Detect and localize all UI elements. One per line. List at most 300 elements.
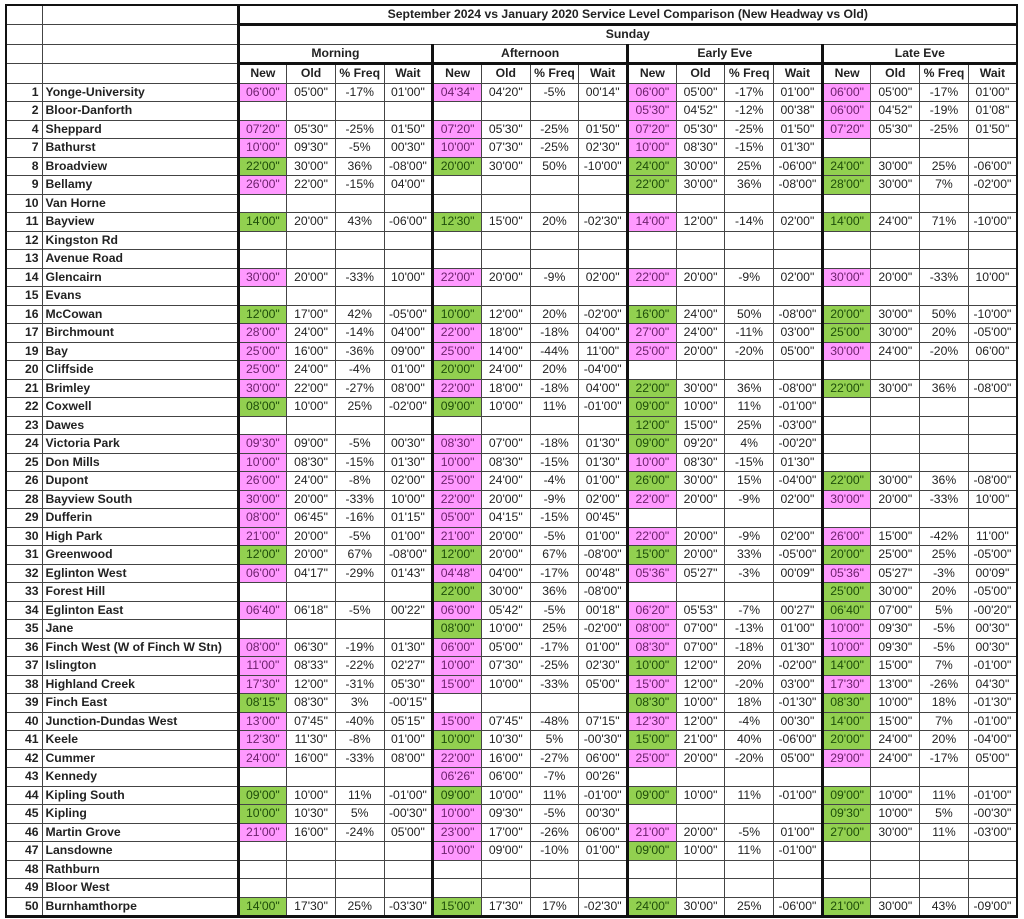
route-name: Jane <box>42 620 238 639</box>
pct-freq: 5% <box>920 805 969 824</box>
new-headway: 09'00" <box>628 435 677 454</box>
old-headway <box>481 860 530 879</box>
new-headway: 28'00" <box>822 176 871 195</box>
old-headway: 15'00" <box>481 213 530 232</box>
new-headway <box>822 398 871 417</box>
old-headway: 30'00" <box>676 157 725 176</box>
pct-freq: 11% <box>920 786 969 805</box>
old-headway <box>871 842 920 861</box>
wait-change: 04'00" <box>579 324 628 343</box>
wait-change: -00'20" <box>774 435 823 454</box>
old-headway <box>481 194 530 213</box>
old-headway <box>871 416 920 435</box>
old-headway: 12'00" <box>676 675 725 694</box>
wait-change: 00'09" <box>968 564 1017 583</box>
pct-freq: -5% <box>530 83 579 102</box>
pct-freq: 25% <box>335 897 384 917</box>
new-headway: 25'00" <box>822 583 871 602</box>
new-headway <box>238 879 287 898</box>
pct-freq: -12% <box>725 102 774 121</box>
pct-freq: -25% <box>530 657 579 676</box>
column-header-old: Old <box>871 64 920 84</box>
old-headway: 24'00" <box>871 731 920 750</box>
wait-change: 06'00" <box>579 823 628 842</box>
new-headway <box>238 768 287 787</box>
old-headway: 12'00" <box>676 657 725 676</box>
route-name: Dupont <box>42 472 238 491</box>
old-headway <box>287 416 336 435</box>
new-headway: 12'00" <box>238 305 287 324</box>
pct-freq: -27% <box>335 379 384 398</box>
wait-change: 02'00" <box>579 268 628 287</box>
pct-freq: -9% <box>725 490 774 509</box>
pct-freq: -25% <box>530 120 579 139</box>
pct-freq <box>920 768 969 787</box>
corner-cell <box>42 5 238 25</box>
pct-freq: 42% <box>335 305 384 324</box>
old-headway <box>287 194 336 213</box>
pct-freq: -33% <box>920 490 969 509</box>
old-headway: 07'00" <box>676 620 725 639</box>
pct-freq: 20% <box>920 583 969 602</box>
new-headway <box>238 860 287 879</box>
wait-change <box>774 583 823 602</box>
old-headway <box>871 139 920 158</box>
new-headway <box>238 231 287 250</box>
new-headway: 07'20" <box>628 120 677 139</box>
pct-freq <box>725 194 774 213</box>
old-headway: 30'00" <box>481 157 530 176</box>
old-headway: 06'18" <box>287 601 336 620</box>
old-headway: 10'00" <box>676 694 725 713</box>
new-headway: 14'00" <box>822 213 871 232</box>
old-headway: 12'00" <box>676 213 725 232</box>
old-headway: 04'00" <box>481 564 530 583</box>
old-headway <box>871 287 920 306</box>
old-headway: 09'30" <box>871 620 920 639</box>
route-number: 19 <box>6 342 42 361</box>
old-headway: 07'30" <box>481 657 530 676</box>
wait-change: -02'00" <box>579 620 628 639</box>
wait-change: -02'30" <box>579 213 628 232</box>
pct-freq <box>920 842 969 861</box>
new-headway <box>822 194 871 213</box>
old-headway: 17'00" <box>287 305 336 324</box>
new-headway: 08'00" <box>238 638 287 657</box>
old-headway: 30'00" <box>871 897 920 917</box>
new-headway: 10'00" <box>822 620 871 639</box>
wait-change <box>774 879 823 898</box>
corner-cell <box>42 44 238 64</box>
old-headway: 12'00" <box>481 305 530 324</box>
pct-freq: -22% <box>335 657 384 676</box>
pct-freq: -19% <box>335 638 384 657</box>
pct-freq <box>920 231 969 250</box>
pct-freq: -33% <box>335 490 384 509</box>
wait-change: 05'00" <box>579 675 628 694</box>
new-headway: 06'40" <box>822 601 871 620</box>
wait-change: -01'30" <box>774 694 823 713</box>
wait-change: -01'00" <box>774 398 823 417</box>
old-headway: 24'00" <box>481 361 530 380</box>
old-headway <box>287 231 336 250</box>
wait-change: 00'26" <box>579 768 628 787</box>
pct-freq: 4% <box>725 435 774 454</box>
pct-freq: 43% <box>920 897 969 917</box>
table-row <box>6 638 1017 657</box>
pct-freq: -9% <box>530 490 579 509</box>
new-headway: 08'00" <box>238 509 287 528</box>
pct-freq: -31% <box>335 675 384 694</box>
new-headway <box>238 194 287 213</box>
old-headway: 05'27" <box>871 564 920 583</box>
pct-freq: -7% <box>530 768 579 787</box>
pct-freq: -14% <box>725 213 774 232</box>
wait-change: 02'00" <box>774 490 823 509</box>
route-number: 38 <box>6 675 42 694</box>
pct-freq: -3% <box>725 564 774 583</box>
table-row <box>6 176 1017 195</box>
new-headway <box>822 509 871 528</box>
table-row <box>6 694 1017 713</box>
old-headway: 22'00" <box>287 176 336 195</box>
old-headway: 06'30" <box>287 638 336 657</box>
route-name: Junction-Dundas West <box>42 712 238 731</box>
new-headway <box>433 416 482 435</box>
route-name: Kennedy <box>42 768 238 787</box>
corner-cell <box>6 25 42 45</box>
wait-change: 09'00" <box>384 342 433 361</box>
route-number: 21 <box>6 379 42 398</box>
wait-change <box>384 287 433 306</box>
route-number: 7 <box>6 139 42 158</box>
wait-change: -10'00" <box>968 213 1017 232</box>
new-headway: 09'00" <box>433 786 482 805</box>
old-headway: 20'00" <box>481 527 530 546</box>
pct-freq: 7% <box>920 712 969 731</box>
new-headway <box>628 250 677 269</box>
route-number: 36 <box>6 638 42 657</box>
pct-freq <box>725 361 774 380</box>
wait-change <box>384 194 433 213</box>
wait-change: -02'30" <box>579 897 628 917</box>
new-headway: 24'00" <box>822 157 871 176</box>
route-name: Rathburn <box>42 860 238 879</box>
pct-freq <box>530 194 579 213</box>
new-headway: 10'00" <box>628 453 677 472</box>
old-headway <box>287 583 336 602</box>
old-headway: 18'00" <box>481 324 530 343</box>
old-headway: 10'30" <box>481 731 530 750</box>
new-headway: 26'00" <box>822 527 871 546</box>
old-headway <box>871 509 920 528</box>
old-headway: 14'00" <box>481 342 530 361</box>
wait-change: 01'30" <box>774 638 823 657</box>
new-headway: 05'00" <box>433 509 482 528</box>
pct-freq: -36% <box>335 342 384 361</box>
pct-freq: 43% <box>335 213 384 232</box>
wait-change <box>579 879 628 898</box>
pct-freq: 15% <box>725 472 774 491</box>
new-headway: 12'30" <box>433 213 482 232</box>
route-number: 33 <box>6 583 42 602</box>
pct-freq: 36% <box>335 157 384 176</box>
old-headway: 10'00" <box>481 675 530 694</box>
pct-freq: 3% <box>335 694 384 713</box>
old-headway <box>481 176 530 195</box>
day-row <box>6 25 1017 45</box>
old-headway: 06'00" <box>481 768 530 787</box>
wait-change: -08'00" <box>579 583 628 602</box>
new-headway: 30'00" <box>238 379 287 398</box>
pct-freq: -4% <box>335 361 384 380</box>
old-headway: 05'00" <box>481 638 530 657</box>
pct-freq: -5% <box>335 435 384 454</box>
old-headway: 08'30" <box>287 694 336 713</box>
old-headway <box>676 287 725 306</box>
pct-freq <box>530 231 579 250</box>
wait-change: -01'00" <box>384 786 433 805</box>
new-headway: 30'00" <box>822 490 871 509</box>
table-row <box>6 712 1017 731</box>
new-headway <box>433 287 482 306</box>
old-headway: 30'00" <box>676 176 725 195</box>
pct-freq: -25% <box>530 139 579 158</box>
new-headway: 20'00" <box>822 546 871 565</box>
route-number: 10 <box>6 194 42 213</box>
wait-change: -02'00" <box>384 398 433 417</box>
route-number: 39 <box>6 694 42 713</box>
new-headway: 10'00" <box>433 305 482 324</box>
old-headway: 20'00" <box>481 268 530 287</box>
old-headway: 20'00" <box>676 749 725 768</box>
new-headway: 15'00" <box>628 546 677 565</box>
column-header-wait: Wait <box>774 64 823 84</box>
wait-change: 00'22" <box>384 601 433 620</box>
new-headway: 20'00" <box>433 157 482 176</box>
wait-change: -01'00" <box>968 657 1017 676</box>
pct-freq <box>530 416 579 435</box>
wait-change: -05'00" <box>384 305 433 324</box>
wait-change <box>968 860 1017 879</box>
old-headway <box>676 768 725 787</box>
wait-change: 02'00" <box>384 472 433 491</box>
pct-freq: 36% <box>725 379 774 398</box>
new-headway: 10'00" <box>238 805 287 824</box>
new-headway: 13'00" <box>238 712 287 731</box>
route-number: 30 <box>6 527 42 546</box>
wait-change: -01'30" <box>968 694 1017 713</box>
day-header: Sunday <box>238 25 1017 45</box>
new-headway: 21'00" <box>238 527 287 546</box>
new-headway: 22'00" <box>628 527 677 546</box>
new-headway: 24'00" <box>628 897 677 917</box>
wait-change: 00'48" <box>579 564 628 583</box>
pct-freq: -15% <box>335 176 384 195</box>
wait-change <box>579 860 628 879</box>
wait-change <box>968 287 1017 306</box>
column-header-wait: Wait <box>384 64 433 84</box>
old-headway: 30'00" <box>871 823 920 842</box>
new-headway <box>238 416 287 435</box>
pct-freq <box>920 860 969 879</box>
old-headway: 24'00" <box>676 324 725 343</box>
pct-freq <box>920 194 969 213</box>
pct-freq <box>335 842 384 861</box>
wait-change: 02'30" <box>579 657 628 676</box>
wait-change <box>968 416 1017 435</box>
old-headway: 30'00" <box>676 897 725 917</box>
route-name: Lansdowne <box>42 842 238 861</box>
new-headway <box>433 860 482 879</box>
route-name: Burnhamthorpe <box>42 897 238 917</box>
wait-change: 01'30" <box>579 453 628 472</box>
route-name: Coxwell <box>42 398 238 417</box>
wait-change <box>968 194 1017 213</box>
column-header-old: Old <box>287 64 336 84</box>
new-headway: 09'00" <box>822 786 871 805</box>
old-headway: 24'00" <box>287 361 336 380</box>
wait-change: 00'27" <box>774 601 823 620</box>
old-headway: 09'20" <box>676 435 725 454</box>
new-headway: 08'00" <box>238 398 287 417</box>
old-headway <box>676 583 725 602</box>
pct-freq <box>530 176 579 195</box>
pct-freq: -5% <box>725 823 774 842</box>
new-headway: 15'00" <box>628 675 677 694</box>
wait-change: 02'00" <box>579 490 628 509</box>
route-name: Bayview South <box>42 490 238 509</box>
wait-change: -08'00" <box>579 546 628 565</box>
pct-freq: 20% <box>920 731 969 750</box>
table-row <box>6 194 1017 213</box>
wait-change: -08'00" <box>774 305 823 324</box>
new-headway: 17'30" <box>822 675 871 694</box>
old-headway: 10'00" <box>676 786 725 805</box>
new-headway: 08'00" <box>628 620 677 639</box>
pct-freq: -3% <box>920 564 969 583</box>
old-headway: 11'30" <box>287 731 336 750</box>
table-row <box>6 490 1017 509</box>
pct-freq <box>920 509 969 528</box>
old-headway: 05'30" <box>676 120 725 139</box>
pct-freq: 7% <box>920 176 969 195</box>
route-name: Highland Creek <box>42 675 238 694</box>
new-headway <box>822 139 871 158</box>
old-headway: 17'30" <box>287 897 336 917</box>
new-headway: 05'30" <box>628 102 677 121</box>
route-name: Greenwood <box>42 546 238 565</box>
wait-change: 05'00" <box>384 823 433 842</box>
table-row <box>6 268 1017 287</box>
route-number: 34 <box>6 601 42 620</box>
table-row <box>6 157 1017 176</box>
pct-freq <box>725 231 774 250</box>
corner-cell <box>6 44 42 64</box>
new-headway: 12'00" <box>433 546 482 565</box>
column-header-old: Old <box>676 64 725 84</box>
new-headway <box>822 361 871 380</box>
wait-change <box>384 842 433 861</box>
route-number: 20 <box>6 361 42 380</box>
wait-change: 11'00" <box>579 342 628 361</box>
new-headway: 25'00" <box>822 324 871 343</box>
corner-cell <box>42 64 238 84</box>
new-headway <box>822 416 871 435</box>
wait-change: -02'00" <box>968 176 1017 195</box>
new-headway: 22'00" <box>628 176 677 195</box>
new-headway: 04'48" <box>433 564 482 583</box>
wait-change: 01'00" <box>774 620 823 639</box>
period-header-afternoon: Afternoon <box>433 44 628 64</box>
table-row <box>6 583 1017 602</box>
wait-change: -08'00" <box>968 379 1017 398</box>
wait-change: -04'00" <box>579 361 628 380</box>
route-name: Kipling <box>42 805 238 824</box>
wait-change: 10'00" <box>968 490 1017 509</box>
title-row <box>6 5 1017 25</box>
route-number: 29 <box>6 509 42 528</box>
column-header-new: New <box>433 64 482 84</box>
new-headway: 22'00" <box>433 268 482 287</box>
table-row <box>6 564 1017 583</box>
pct-freq <box>530 287 579 306</box>
pct-freq: 50% <box>725 305 774 324</box>
route-number: 2 <box>6 102 42 121</box>
wait-change <box>968 509 1017 528</box>
wait-change <box>384 231 433 250</box>
route-number: 15 <box>6 287 42 306</box>
new-headway: 12'00" <box>628 416 677 435</box>
route-name: Kingston Rd <box>42 231 238 250</box>
new-headway <box>238 102 287 121</box>
wait-change: 04'00" <box>579 379 628 398</box>
old-headway <box>287 287 336 306</box>
pct-freq: -15% <box>725 139 774 158</box>
wait-change <box>384 416 433 435</box>
new-headway: 14'00" <box>238 897 287 917</box>
old-headway: 05'00" <box>287 83 336 102</box>
old-headway <box>676 361 725 380</box>
old-headway: 08'30" <box>481 453 530 472</box>
new-headway: 10'00" <box>433 657 482 676</box>
old-headway <box>871 194 920 213</box>
wait-change <box>384 620 433 639</box>
route-number: 41 <box>6 731 42 750</box>
new-headway: 10'00" <box>433 805 482 824</box>
old-headway: 20'00" <box>676 527 725 546</box>
table-row <box>6 731 1017 750</box>
pct-freq <box>530 860 579 879</box>
wait-change: 01'00" <box>384 83 433 102</box>
route-number: 45 <box>6 805 42 824</box>
new-headway: 20'00" <box>822 731 871 750</box>
new-headway <box>433 250 482 269</box>
new-headway <box>238 250 287 269</box>
wait-change: 00'30" <box>384 139 433 158</box>
pct-freq <box>725 879 774 898</box>
pct-freq: 67% <box>335 546 384 565</box>
wait-change: -01'00" <box>579 398 628 417</box>
route-number: 1 <box>6 83 42 102</box>
old-headway: 24'00" <box>481 472 530 491</box>
route-name: Cliffside <box>42 361 238 380</box>
pct-freq: 5% <box>530 731 579 750</box>
pct-freq: -17% <box>335 83 384 102</box>
pct-freq: -5% <box>530 527 579 546</box>
wait-change: 01'00" <box>384 527 433 546</box>
new-headway <box>238 620 287 639</box>
